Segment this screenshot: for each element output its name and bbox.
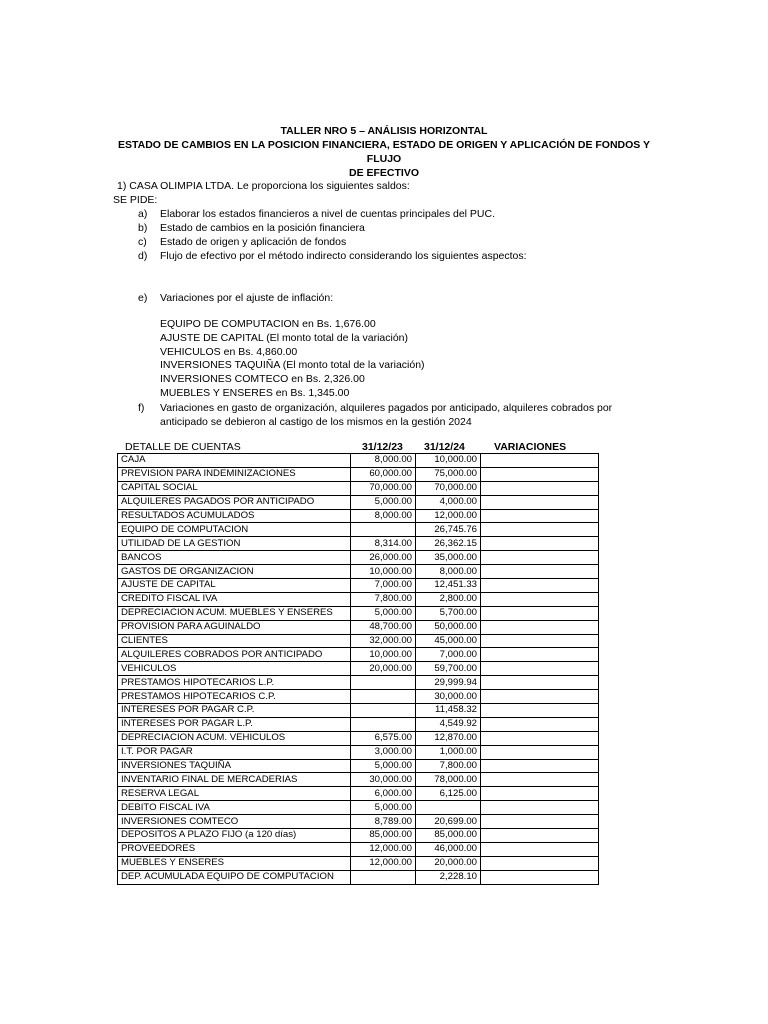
balance-2023-cell: 5,000.00 [351,606,416,620]
balance-2024-cell: 29,999.94 [416,676,481,690]
table-row [118,856,599,870]
account-name-cell: I.T. POR PAGAR [118,745,351,759]
balance-2024-cell: 75,000.00 [416,467,481,481]
balance-2023-cell: 10,000.00 [351,565,416,579]
table-row [118,870,599,884]
balance-2023-cell [351,704,416,718]
balance-2024-cell: 20,000.00 [416,856,481,870]
balance-2023-cell: 7,000.00 [351,579,416,593]
variation-cell [481,509,599,523]
title-line-2 [110,138,658,180]
variation-cell [481,579,599,593]
account-name-cell: INTERESES POR PAGAR C.P. [118,704,351,718]
balance-2024-cell: 59,700.00 [416,662,481,676]
table-row [118,495,599,509]
balance-2024-cell: 4,549.92 [416,717,481,731]
balance-2024-cell: 5,700.00 [416,606,481,620]
balance-2024-cell: 8,000.00 [416,565,481,579]
account-name-cell: INVERSIONES TAQUIÑA [118,759,351,773]
account-name-cell: CAPITAL SOCIAL [118,481,351,495]
header-date-2024: 31/12/24 [424,441,465,453]
balance-2023-cell [351,690,416,704]
list-item-letter: b) [138,222,148,234]
account-name-cell: DEBITO FISCAL IVA [118,801,351,815]
table-row [118,787,599,801]
balance-2023-cell: 8,314.00 [351,537,416,551]
variation-cell [481,537,599,551]
balance-2024-cell: 35,000.00 [416,551,481,565]
balance-2023-cell: 26,000.00 [351,551,416,565]
balance-2023-cell: 12,000.00 [351,856,416,870]
list-item-text: Flujo de efectivo por el método indirecto considerando los siguientes aspectos: [160,250,527,262]
balance-2024-cell: 7,000.00 [416,648,481,662]
variation-cell [481,704,599,718]
account-name-cell: PROVISION PARA AGUINALDO [118,620,351,634]
balance-2024-cell: 30,000.00 [416,690,481,704]
list-item-text: Elaborar los estados financieros a nivel de cuentas principales del PUC. [160,208,496,220]
list-item-letter: a) [138,208,148,220]
balance-2024-cell: 70,000.00 [416,481,481,495]
table-row [118,620,599,634]
balance-2023-cell: 12,000.00 [351,842,416,856]
account-name-cell: GASTOS DE ORGANIZACION [118,565,351,579]
table-row [118,842,599,856]
balance-2023-cell: 20,000.00 [351,662,416,676]
account-name-cell: UTILIDAD DE LA GESTION [118,537,351,551]
table-row [118,523,599,537]
table-row [118,731,599,745]
account-name-cell: INTERESES POR PAGAR L.P. [118,717,351,731]
account-name-cell: PROVEEDORES [118,842,351,856]
table-row [118,565,599,579]
variation-cell [481,773,599,787]
account-name-cell: CAJA [118,454,351,468]
balance-2023-cell: 5,000.00 [351,495,416,509]
variation-cell [481,717,599,731]
balance-2024-cell: 10,000.00 [416,454,481,468]
table-row [118,676,599,690]
balance-2024-cell: 4,000.00 [416,495,481,509]
inflation-item: VEHICULOS en Bs. 4,860.00 [160,345,298,358]
balance-2024-cell: 26,362.15 [416,537,481,551]
account-name-cell: PRESTAMOS HIPOTECARIOS L.P. [118,676,351,690]
variation-cell [481,690,599,704]
variation-cell [481,759,599,773]
account-name-cell: DEPRECIACION ACUM. MUEBLES Y ENSERES [118,606,351,620]
inflation-item: MUEBLES Y ENSERES en Bs. 1,345.00 [160,386,350,399]
balance-2023-cell [351,523,416,537]
variation-cell [481,676,599,690]
balance-2024-cell: 11,458.32 [416,704,481,718]
balance-2023-cell: 6,000.00 [351,787,416,801]
balance-2024-cell: 85,000.00 [416,829,481,843]
list-item-letter: e) [138,292,148,304]
balance-2024-cell: 50,000.00 [416,620,481,634]
account-name-cell: BANCOS [118,551,351,565]
list-item-text: Variaciones por el ajuste de inflación: [160,292,334,304]
balance-2023-cell: 3,000.00 [351,745,416,759]
se-pide-label: SE PIDE: [113,194,158,206]
table-row [118,829,599,843]
table-row [118,717,599,731]
list-item-text: Estado de cambios en la posición financiera [160,222,365,234]
account-name-cell: AJUSTE DE CAPITAL [118,579,351,593]
table-row [118,537,599,551]
account-name-cell: ALQUILERES PAGADOS POR ANTICIPADO [118,495,351,509]
variation-cell [481,565,599,579]
balance-2024-cell: 2,228.10 [416,870,481,884]
balance-2023-cell: 60,000.00 [351,467,416,481]
balance-2023-cell: 70,000.00 [351,481,416,495]
account-name-cell: DEPRECIACION ACUM. VEHICULOS [118,731,351,745]
variation-cell [481,731,599,745]
variation-cell [481,842,599,856]
variation-cell [481,454,599,468]
balance-2023-cell [351,676,416,690]
balance-2023-cell: 5,000.00 [351,759,416,773]
balance-2024-cell: 1,000.00 [416,745,481,759]
balance-2024-cell: 12,870.00 [416,731,481,745]
variation-cell [481,787,599,801]
account-name-cell: RESULTADOS ACUMULADOS [118,509,351,523]
variation-cell [481,870,599,884]
header-detalle: DETALLE DE CUENTAS [125,441,241,453]
balance-2024-cell: 46,000.00 [416,842,481,856]
balance-2023-cell: 8,789.00 [351,815,416,829]
balance-2024-cell: 20,699.00 [416,815,481,829]
title-line-3-text: DE EFECTIVO [348,167,419,179]
variation-cell [481,551,599,565]
table-row [118,648,599,662]
intro-text: 1) CASA OLIMPIA LTDA. Le proporciona los siguientes saldos: [117,180,410,192]
table-row [118,662,599,676]
balance-2023-cell: 48,700.00 [351,620,416,634]
inflation-item: EQUIPO DE COMPUTACION en Bs. 1,676.00 [160,318,376,330]
variation-cell [481,606,599,620]
balance-2023-cell: 85,000.00 [351,829,416,843]
title-line-1: TALLER NRO 5 – ANÁLISIS HORIZONTAL [280,125,488,137]
list-item-text: Variaciones en gasto de organización, alquileres pagados por anticipado, alquileres cobrados por anticipado se debieron al castigo de los mismos en la gestión 2024 [160,402,613,428]
accounts-table [117,453,599,885]
table-row [118,481,599,495]
balance-2023-cell: 8,000.00 [351,509,416,523]
account-name-cell: INVERSIONES COMTECO [118,815,351,829]
balance-2023-cell: 30,000.00 [351,773,416,787]
account-name-cell: MUEBLES Y ENSERES [118,856,351,870]
table-row [118,634,599,648]
table-row [118,759,599,773]
balance-2024-cell: 26,745.76 [416,523,481,537]
account-name-cell: ALQUILERES COBRADOS POR ANTICIPADO [118,648,351,662]
account-name-cell: DEP. ACUMULADA EQUIPO DE COMPUTACION [118,870,351,884]
inflation-item: INVERSIONES TAQUIÑA (El monto total de la variación) [160,359,425,372]
inflation-list [160,318,425,401]
balance-2023-cell: 8,000.00 [351,454,416,468]
account-name-cell: VEHICULOS [118,662,351,676]
table-row [118,773,599,787]
balance-2024-cell: 12,451.33 [416,579,481,593]
table-row [118,745,599,759]
balance-2023-cell: 7,800.00 [351,592,416,606]
balance-2023-cell [351,870,416,884]
header-variaciones: VARIACIONES [494,441,567,453]
balance-2023-cell: 6,575.00 [351,731,416,745]
variation-cell [481,620,599,634]
list-item-letter: d) [138,250,148,262]
header-date-2023: 31/12/23 [362,441,403,453]
variation-cell [481,662,599,676]
variation-cell [481,481,599,495]
table-row [118,690,599,704]
inflation-item: AJUSTE DE CAPITAL (El monto total de la variación) [160,331,409,344]
table-row [118,592,599,606]
account-name-cell: INVENTARIO FINAL DE MERCADERIAS [118,773,351,787]
table-row [118,551,599,565]
variation-cell [481,648,599,662]
balance-2024-cell: 2,800.00 [416,592,481,606]
account-name-cell: PRESTAMOS HIPOTECARIOS C.P. [118,690,351,704]
variation-cell [481,523,599,537]
balance-2023-cell: 5,000.00 [351,801,416,815]
balance-2024-cell: 6,125.00 [416,787,481,801]
account-name-cell: CREDITO FISCAL IVA [118,592,351,606]
variation-cell [481,592,599,606]
balance-2023-cell: 10,000.00 [351,648,416,662]
table-row [118,815,599,829]
table-row [118,606,599,620]
balance-2024-cell: 12,000.00 [416,509,481,523]
inflation-item: INVERSIONES COMTECO en Bs. 2,326.00 [160,373,365,386]
balance-2023-cell: 32,000.00 [351,634,416,648]
account-name-cell: DEPOSITOS A PLAZO FIJO (a 120 días) [118,829,351,843]
table-row [118,509,599,523]
account-name-cell: EQUIPO DE COMPUTACION [118,523,351,537]
variation-cell [481,856,599,870]
balance-2024-cell: 78,000.00 [416,773,481,787]
variation-cell [481,495,599,509]
balance-2024-cell [416,801,481,815]
variation-cell [481,745,599,759]
account-name-cell: PREVISION PARA INDEMINIZACIONES [118,467,351,481]
table-row [118,801,599,815]
table-row [118,467,599,481]
variation-cell [481,467,599,481]
list-item-letter: c) [138,236,147,248]
list-item-text: Estado de origen y aplicación de fondos [160,236,347,248]
table-row [118,454,599,468]
balance-2024-cell: 7,800.00 [416,759,481,773]
title-line-2-text: ESTADO DE CAMBIOS EN LA POSICION FINANCIERA, ESTADO DE ORIGEN Y APLICACIÓN DE FONDOS Y FLUJO [117,139,651,165]
table-row [118,704,599,718]
account-name-cell: CLIENTES [118,634,351,648]
table-row [118,579,599,593]
variation-cell [481,801,599,815]
variation-cell [481,829,599,843]
list-item-letter: f) [138,402,145,414]
variation-cell [481,634,599,648]
balance-2023-cell [351,717,416,731]
balance-2024-cell: 45,000.00 [416,634,481,648]
account-name-cell: RESERVA LEGAL [118,787,351,801]
variation-cell [481,815,599,829]
